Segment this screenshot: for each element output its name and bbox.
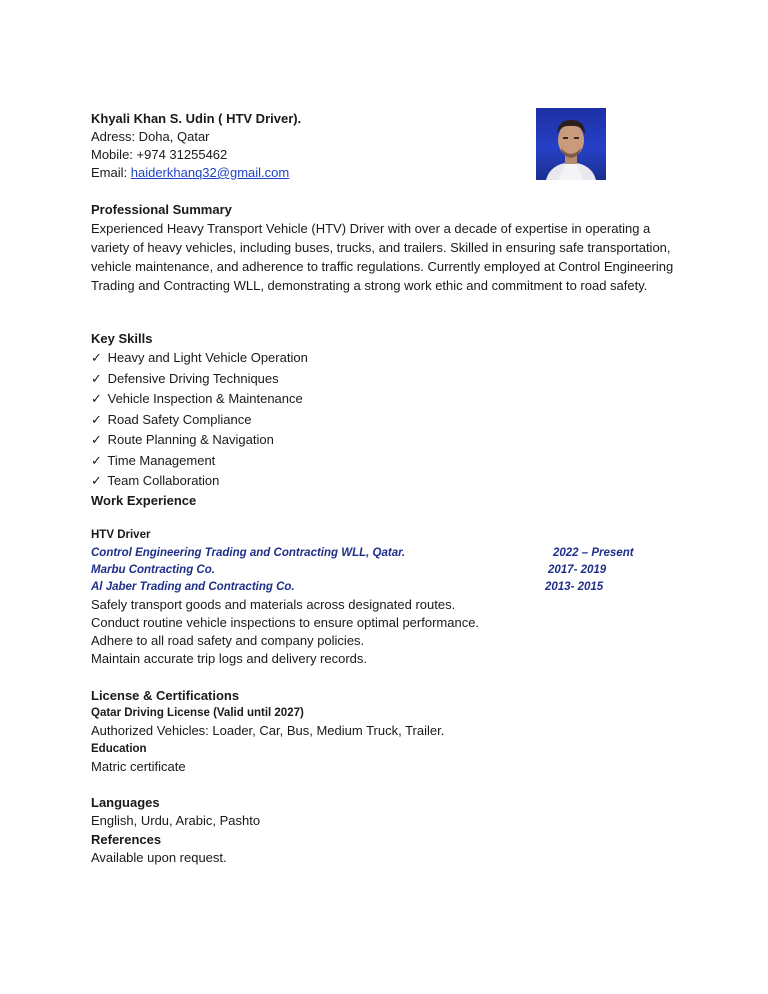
- languages-heading: Languages: [91, 795, 160, 810]
- skills-heading: Key Skills: [91, 331, 153, 346]
- check-icon: ✓: [91, 391, 102, 406]
- profile-photo: [536, 108, 606, 180]
- references-section: [91, 831, 227, 867]
- education-section: [91, 741, 186, 776]
- license-heading: License & Certifications: [91, 688, 240, 703]
- candidate-name: Khyali Khan S. Udin ( HTV Driver).: [91, 111, 302, 126]
- license-section: [91, 687, 444, 740]
- license-vehicles: Authorized Vehicles: Loader, Car, Bus, Medium Truck, Trailer.: [91, 723, 445, 738]
- experience-heading-block: [91, 492, 196, 510]
- summary-section: [91, 201, 691, 295]
- job-company: Control Engineering Trading and Contracting WLL, Qatar.: [91, 547, 406, 559]
- check-icon: ✓: [91, 452, 102, 468]
- summary-text: Experienced Heavy Transport Vehicle (HTV) Driver with over a decade of expertise in operating a variety of heavy vehicles, including buses, trucks, and trailers. Skilled in ensuring safe transportation, vehicle maintenance, and adherence to traffic regulations. Currently employed at Control Engineering Trading and Contracting WLL, demonstrating a strong work ethic and commitment to road safety.: [91, 221, 674, 293]
- check-icon: ✓: [91, 411, 102, 427]
- skills-section: [91, 330, 308, 492]
- skill-item: ✓ Team Collaboration: [91, 471, 308, 492]
- skill-item: ✓ Time Management: [91, 451, 308, 472]
- job-period: 2022 – Present: [553, 547, 634, 559]
- experience-heading: Work Experience: [91, 493, 197, 508]
- skill-item: ✓ Route Planning & Navigation: [91, 430, 308, 451]
- check-icon: ✓: [91, 370, 102, 386]
- contact-block: [91, 110, 301, 182]
- job-company: Marbu Contracting Co.: [91, 564, 215, 576]
- license-name: Qatar Driving License (Valid until 2027): [91, 707, 304, 719]
- skill-item: ✓ Vehicle Inspection & Maintenance: [91, 389, 308, 410]
- job-period: 2013- 2015: [545, 581, 604, 593]
- address-line: Adress: Doha, Qatar: [91, 129, 210, 144]
- mobile-line: Mobile: +974 31255462: [91, 147, 228, 162]
- job-company: Al Jaber Trading and Contracting Co.: [91, 581, 295, 593]
- check-icon: ✓: [91, 473, 102, 488]
- job-role: HTV Driver: [91, 529, 151, 541]
- skill-item: ✓ Heavy and Light Vehicle Operation: [91, 348, 308, 369]
- check-icon: ✓: [91, 350, 102, 365]
- duty-item: Conduct routine vehicle inspections to ensure optimal performance.: [91, 615, 480, 630]
- languages-section: [91, 794, 260, 830]
- summary-heading: Professional Summary: [91, 202, 232, 217]
- languages-text: English, Urdu, Arabic, Pashto: [91, 813, 261, 828]
- education-heading: Education: [91, 743, 147, 755]
- duty-item: Maintain accurate trip logs and delivery records.: [91, 651, 368, 666]
- skill-item: ✓ Road Safety Compliance: [91, 410, 308, 431]
- job-period: 2017- 2019: [548, 564, 607, 576]
- skill-item: ✓ Defensive Driving Techniques: [91, 369, 308, 390]
- references-heading: References: [91, 832, 162, 847]
- email-line: [91, 164, 301, 182]
- duty-item: Safely transport goods and materials across designated routes.: [91, 597, 456, 612]
- references-text: Available upon request.: [91, 850, 227, 865]
- check-icon: ✓: [91, 432, 102, 447]
- email-label: Email:: [91, 165, 128, 180]
- email-link[interactable]: haiderkhanq32@gmail.com: [130, 165, 290, 180]
- duty-item: Adhere to all road safety and company policies.: [91, 633, 365, 648]
- duties-list: [91, 596, 479, 668]
- education-text: Matric certificate: [91, 759, 186, 774]
